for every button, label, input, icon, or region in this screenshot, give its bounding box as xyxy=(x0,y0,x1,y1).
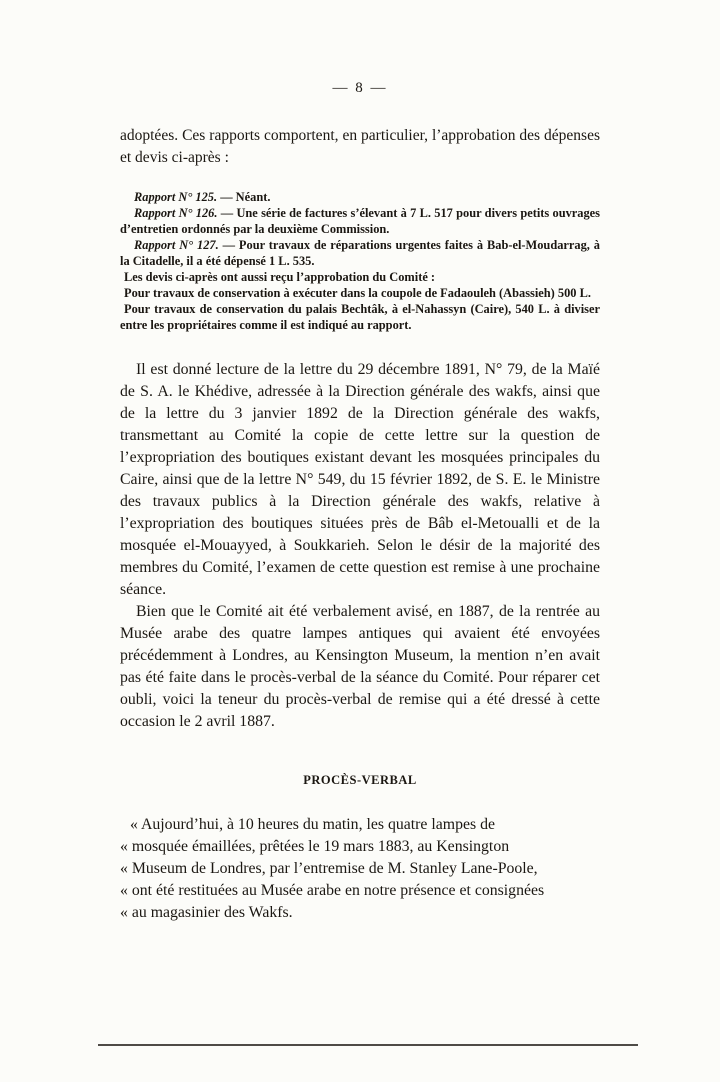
reports-block xyxy=(120,189,600,333)
report-text: — Néant. xyxy=(217,190,271,204)
quote-line: « ont été restituées au Musée arabe en notre présence et consignées xyxy=(120,882,545,899)
report-text: — Pour travaux de réparations urgentes faites à Bab-el-Moudarrag, à la Citadelle, il a été dépensé 1 L. 535. xyxy=(120,238,601,268)
page-number: — 8 — xyxy=(332,80,388,96)
report-note xyxy=(120,269,600,285)
report-label: Rapport N° 126. xyxy=(134,206,218,220)
report-label: Rapport N° 125. xyxy=(134,190,218,204)
quote-line: « Aujourd’hui, à 10 heures du matin, les quatre lampes de xyxy=(130,816,495,833)
report-note xyxy=(120,301,600,333)
intro-paragraph: adoptées. Ces rapports comportent, en particulier, l’approbation des dépenses et devis ci-après : xyxy=(120,127,600,166)
report-text: Pour travaux de conservation à exécuter dans la coupole de Fadaouleh (Abassieh) 500 L. xyxy=(124,286,591,300)
report-text: — Une série de factures s’élevant à 7 L. 517 pour divers petits ouvrages d’entretien ordonnés par la deuxième Commission. xyxy=(120,206,601,236)
scan-edge-line xyxy=(98,1044,638,1046)
report-note xyxy=(120,285,600,301)
section-heading: PROCÈS-VERBAL xyxy=(303,773,417,787)
report-note xyxy=(120,237,600,269)
report-text: Pour travaux de conservation du palais Bechtâk, à el-Nahassyn (Caire), 540 L. à diviser entre les propriétaires comme il est indiqué au rapport. xyxy=(120,302,600,332)
quote-line: « au magasinier des Wakfs. xyxy=(120,904,293,921)
quote-block xyxy=(120,814,600,924)
report-text: Les devis ci-après ont aussi reçu l’approbation du Comité : xyxy=(124,270,436,284)
quote-line: « mosquée émaillées, prêtées le 19 mars 1883, au Kensington xyxy=(120,838,510,855)
report-note xyxy=(120,205,600,237)
body-paragraph: Il est donné lecture de la lettre du 29 décembre 1891, N° 79, de la Maïé de S. A. le Khédive, adressée à la Direction générale des wakfs, ainsi que de la lettre du 3 janvier 1892 de la Direction générale des wakfs, transmettant au Comité la copie de cette lettre sur la question de l’expropriation des boutiques existant devant les mosquées principales du Caire, ainsi que de la lettre N° 549, du 15 février 1892, de S. E. le Ministre des travaux publics à la Direction générale des wakfs, relative à l’expropriation des boutiques situées près de Bâb el-Metoualli et de la mosquée el-Mouayyed, à Soukkarieh. Selon le désir de la majorité des membres du Comité, l’examen de cette question est remise à une prochaine séance. xyxy=(120,361,600,598)
report-note xyxy=(120,189,600,205)
quote-line: « Museum de Londres, par l’entremise de M. Stanley Lane-Poole, xyxy=(120,860,538,877)
report-label: Rapport N° 127. xyxy=(134,238,219,252)
body-paragraph: Bien que le Comité ait été verbalement avisé, en 1887, de la rentrée au Musée arabe des quatre lampes antiques qui avaient été envoyées précédemment à Londres, au Kensington Museum, la mention n’en avait pas été faite dans le procès-verbal de la séance du Comité. Pour réparer cet oubli, voici la teneur du procès-verbal de remise qui a été dressé à cette occasion le 2 avril 1887. xyxy=(120,603,600,730)
